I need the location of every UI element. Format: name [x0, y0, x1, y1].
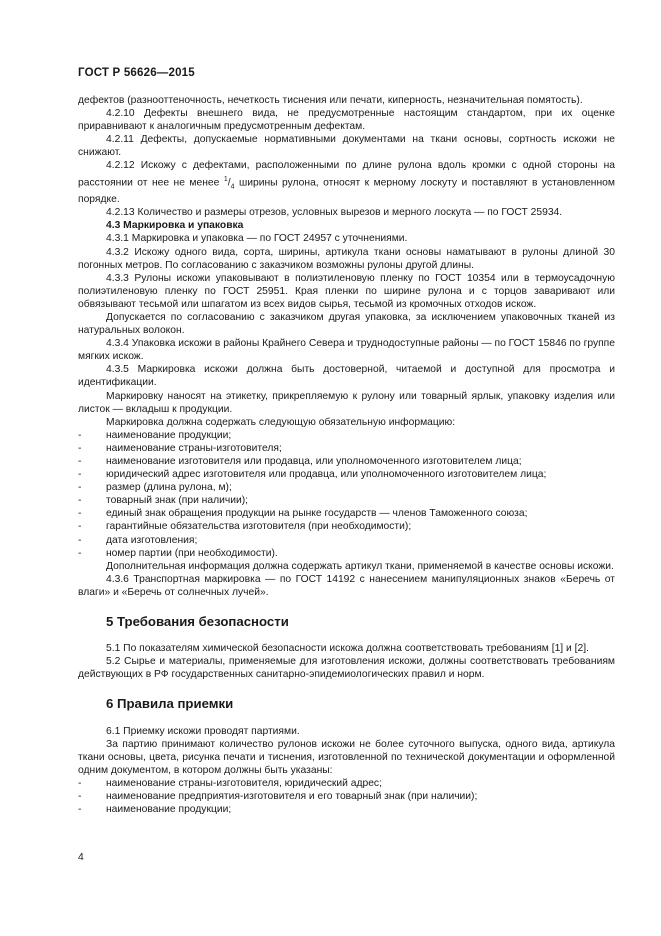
dash-bullet: -	[78, 547, 82, 559]
fraction-denominator: 4	[230, 183, 235, 191]
dash-bullet: -	[78, 790, 82, 802]
paragraph-required-info: Маркировка должна содержать следующую обязательную информацию:	[106, 416, 456, 428]
list-item-text: размер (длина рулона, м);	[106, 482, 232, 494]
paragraph-continuation: дефектов (разнооттеночность, нечеткость тиснения или печати, киперность, незначительная помятость).	[78, 95, 583, 106]
document-header: ГОСТ Р 56626—2015	[78, 67, 195, 79]
dash-bullet: -	[78, 777, 82, 789]
list-item-text: наименование предприятия-изготовителя и его товарный знак (при наличии);	[106, 790, 478, 802]
paragraph-4-2-10: 4.2.10 Дефекты внешнего вида, не предусмотренные настоящим стандартом, при их оценке приравнивают к аналогичным предусмотренным дефектам.	[78, 108, 615, 133]
paragraph-4-3-2: 4.3.2 Искожу одного вида, сорта, ширины, артикула ткани основы наматывают в рулоны длиной 30 погонных метров. По согласованию с заказчиком возможны рулоны другой длины.	[78, 246, 615, 271]
list-item-text: дата изготовления;	[106, 534, 198, 546]
dash-bullet: -	[78, 469, 82, 481]
required-info-list	[78, 429, 615, 560]
list-item	[78, 507, 615, 520]
paragraph-4-3-6: 4.3.6 Транспортная маркировка — по ГОСТ 14192 с нанесением манипуляционных знаков «Беречь от влаги» и «Беречь от солнечных лучей».	[78, 573, 615, 598]
dash-bullet: -	[78, 456, 82, 467]
paragraph-4-2-13: 4.2.13 Количество и размеры отрезов, условных вырезов и мерного лоскута — по ГОСТ 25934.	[106, 207, 563, 219]
list-item	[78, 429, 615, 442]
dash-bullet: -	[78, 495, 82, 507]
page-number: 4	[78, 852, 84, 863]
dash-bullet: -	[78, 534, 82, 546]
list-item	[78, 803, 615, 816]
list-item-text: наименование изготовителя или продавца, или уполномоченного изготовителем лица;	[106, 456, 522, 467]
paragraph-4-2-12-start: 4.2.12 Искожу с дефектами, расположенными по длине рулона вдоль кромки с одной стороны на расстоянии от нее не менее	[78, 160, 615, 188]
paragraph-label-placement: Маркировку наносят на этикетку, прикрепляемую к рулону или товарный ярлык, упаковку изделия или листок — вкладыш к продукции.	[78, 390, 615, 415]
list-item	[78, 790, 615, 803]
list-item	[78, 534, 615, 547]
dash-bullet: -	[78, 508, 82, 520]
paragraph-batch-definition: За партию принимают количество рулонов искожи не более суточного выпуска, одного вида, артикула ткани основы, цвета, рисунка печати и тиснения, изготовленной по технической документации и оформленной одним документом, в котором должны быть указаны:	[78, 738, 615, 776]
section-heading-5: 5 Требования безопасности	[106, 614, 289, 630]
document-body	[78, 94, 615, 816]
list-item-text: единый знак обращения продукции на рынке государств — членов Таможенного союза;	[106, 508, 528, 520]
list-item-text: номер партии (при необходимости).	[106, 547, 278, 559]
paragraph-4-2-11: 4.2.11 Дефекты, допускаемые нормативными документами на ткани основы, сортность искожи не снижают.	[78, 134, 615, 159]
paragraph-4-3-1: 4.3.1 Маркировка и упаковка — по ГОСТ 24957 с уточнениями.	[106, 233, 408, 245]
list-item-text: наименование страны-изготовителя, юридический адрес;	[106, 777, 382, 789]
list-item-text: гарантийные обязательства изготовителя (при необходимости);	[106, 521, 412, 533]
list-item	[78, 481, 615, 494]
list-item-text: наименование страны-изготовителя;	[106, 442, 282, 454]
fraction-numerator: 1	[223, 175, 228, 183]
section-heading-6: 6 Правила приемки	[106, 696, 234, 712]
paragraph-4-2-12: 4.2.12 Искожу с дефектами, расположенными по длине рулона вдоль кромки с одной стороны на расстоянии от нее не менее $^1/_4$ ширины рулона, относят к мерному лоскуту и поставляют в установленном порядке.	[78, 160, 615, 206]
subsection-heading-4-3: 4.3 Маркировка и упаковка	[106, 220, 244, 232]
list-item	[78, 520, 615, 533]
paragraph-4-3-4: 4.3.4 Упаковка искожи в районы Крайнего Севера и труднодоступные районы — по ГОСТ 15846 по группе мягких искож.	[78, 338, 615, 363]
dash-bullet: -	[78, 521, 82, 533]
list-item	[78, 455, 615, 468]
paragraph-additional-info: Дополнительная информация должна содержать артикул ткани, применяемой в качестве основы искожи.	[106, 560, 614, 572]
dash-bullet: -	[78, 442, 82, 454]
list-item	[78, 468, 615, 481]
list-item-text: юридический адрес изготовителя или продавца, или уполномоченного изготовителем лица;	[106, 469, 547, 481]
paragraph-5-2: 5.2 Сырье и материалы, применяемые для изготовления искожи, должны соответствовать требованиям действующих в РФ государственных санитарно-эпидемиологических правил и норм.	[78, 656, 615, 681]
list-item-text: наименование продукции;	[106, 429, 232, 441]
list-item	[78, 547, 615, 560]
list-item	[78, 494, 615, 507]
list-item-text: наименование продукции;	[106, 804, 232, 816]
paragraph-4-3-3: 4.3.3 Рулоны искожи упаковывают в полиэтиленовую пленку по ГОСТ 10354 или в термоусадочную полиэтиленовую пленку по ГОСТ 25951. Края пленки по ширине рулона и с торцов заваривают или обвязывают тесьмой или шпагатом из всех видов сырья, тесьмой из кромочных отходов искож.	[78, 272, 615, 310]
batch-document-list	[78, 777, 615, 816]
list-item	[78, 777, 615, 790]
dash-bullet: -	[78, 482, 82, 494]
paragraph-packaging-allowed: Допускается по согласованию с заказчиком другая упаковка, за исключением упаковочных тканей из натуральных волокон.	[78, 311, 615, 337]
paragraph-6-1: 6.1 Приемку искожи проводят партиями.	[106, 725, 300, 737]
list-item-text: товарный знак (при наличии);	[106, 495, 249, 507]
list-item	[78, 442, 615, 455]
paragraph-5-1: 5.1 По показателям химической безопасности искожа должна соответствовать требованиям [1] и [2].	[106, 643, 589, 655]
dash-bullet: -	[78, 429, 82, 441]
dash-bullet: -	[78, 804, 82, 816]
paragraph-4-3-5: 4.3.5 Маркировка искожи должна быть достоверной, читаемой и доступной для просмотра и идентификации.	[78, 364, 615, 389]
paragraph-4-2-12-end: ширины рулона, относят к мерному лоскуту и поставляют в установленном порядке.	[78, 176, 615, 206]
